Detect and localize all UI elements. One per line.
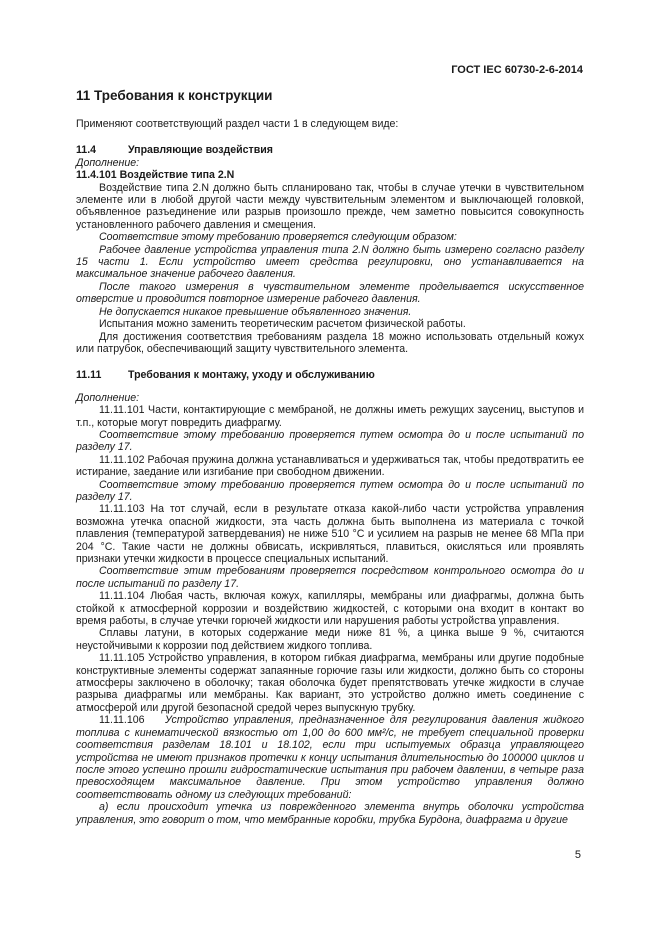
paragraph: Испытания можно заменить теоретическим расчетом физической работы. — [99, 318, 466, 331]
clause-number: 11.11.106 — [99, 714, 145, 727]
intro-text: Применяют соответствующий раздел части 1 в следующем виде: — [76, 118, 399, 130]
paragraph: Сплавы латуни, в которых содержание меди ниже 81 %, а цинка выше 9 %, считаются неустойчивыми к коррозии под действием жидкого топлива. — [76, 627, 584, 652]
paragraph: 11.11.102 Рабочая пружина должна устанавливаться и удерживаться так, чтобы предотвратить ее истирание, заедание или изгибание при свободном движении. — [76, 453, 584, 479]
page-number: 5 — [574, 849, 581, 861]
paragraph: Для достижения соответствия требованиям раздела 18 можно использовать отдельный кожух или патрубок, обеспечивающий защиту чувствительного элемента. — [76, 330, 584, 355]
section-number: 11.4 — [76, 144, 97, 157]
section-heading: Требования к монтажу, уходу и обслуживанию — [128, 369, 375, 382]
compliance-text: После такого измерения в чувствительном элементе проделывается искусственное отверстие и проводится повторное измерение рабочего давления. — [76, 280, 584, 306]
compliance-text: Соответствие этому требованию проверяется путем осмотра до и после испытаний по разделу 17. — [76, 428, 584, 454]
compliance-text: Соответствие этому требованию проверяется следующим образом: — [99, 231, 457, 244]
standard-header: ГОСТ IEC 60730-2-6-2014 — [451, 64, 583, 76]
section-heading: Управляющие воздействия — [128, 144, 273, 157]
section-title: 11 Требования к конструкции — [76, 88, 273, 103]
compliance-text: Рабочее давление устройства управления типа 2.N должно быть измерено согласно разделу 15 части 1. Если устройство имеет средства регулировки, оно устанавливается на максимальное значение рабочего давления. — [76, 243, 584, 281]
addition-label: Дополнение: — [76, 391, 140, 404]
clause-text: Устройство управления, предназначенное для регулирования давления жидкого топлива с кинематической вязкостью от 1,00 до 600 мм²/с, не требует специальной проверки соответствия разделам 18.101 и 18.102, если три испытуемых образца управляющего устройства не имеют признаков протечки к концу испытания длительностью до 100000 циклов и после этого успешно прошли гидростатические испытания при рабочем давлении, в четыре раза превосходящем максимальное давление. При этом устройство управления должно соответствовать одному из следующих требований: — [76, 714, 584, 801]
compliance-text: Соответствие этому требованию проверяется путем осмотра до и после испытаний по разделу 17. — [76, 478, 584, 503]
paragraph: 11.11.104 Любая часть, включая кожух, капилляры, мембраны или диафрагмы, должна быть стойкой к атмосферной коррозии и воздействию жидкостей, с которыми она входит в контакт во время работы, в случае утечки горючей жидкости или нарушения работы устройства управления. — [76, 590, 584, 628]
compliance-text: Соответствие этим требованиям проверяется посредством контрольного осмотра до и после испытаний по разделу 17. — [76, 565, 584, 590]
compliance-text: Не допускается никакое превышение объявленного значения. — [99, 305, 412, 318]
paragraph: 11.11.103 На тот случай, если в результате отказа какой-либо части устройства управления возможна утечка опасной жидкости, эта часть должна быть выполнена из материала с точкой плавления (температурой затвердевания) не ниже 510 °C и усилием на разрыв не менее 68 МПа при 204 °C. Такие части не должны обвисать, искривляться, плавиться, окисляться или проявлять признаки утечки жидкости в процессе специальных испытаний. — [76, 503, 584, 565]
subsection-heading: 11.4.101 Воздействие типа 2.N — [76, 169, 235, 182]
page-content — [76, 88, 584, 826]
section-11-4-heading — [76, 144, 584, 156]
section-number: 11.11 — [76, 369, 102, 382]
requirement-item: а) если происходит утечка из поврежденного элемента внутрь оболочки устройства управления, это говорит о том, что мембранные коробки, трубка Бурдона, диафрагма и другие — [76, 801, 584, 826]
paragraph: 11.11.101 Части, контактирующие с мембраной, не должны иметь режущих заусениц, выступов и т.п., которые могут повредить диафрагму. — [76, 404, 584, 429]
section-11-11-heading — [76, 369, 584, 381]
paragraph: Воздействие типа 2.N должно быть спланировано так, чтобы в случае утечки в чувствительном элементе или в любой другой части между чувствительным элементом и выключающей головкой, объявленное разъединение или разрыв произошло прежде, чем заметно повысится совокупность установленного рабочего давления и смещения. — [76, 181, 584, 231]
paragraph-11-11-106 — [76, 714, 584, 801]
addition-label: Дополнение: — [76, 156, 140, 169]
paragraph: 11.11.105 Устройство управления, в котором гибкая диафрагма, мембраны или другие подобные конструктивные элементы содержат запаянные горючие газы или жидкости, должно быть со стороны атмосферы заключено в оболочку; такая оболочка будет препятствовать утечке жидкости в случае разрыва диафрагмы или мембраны. Как вариант, это устройство должно иметь соединение с атмосферой или другой безопасной средой через выпускную трубку. — [76, 652, 584, 714]
